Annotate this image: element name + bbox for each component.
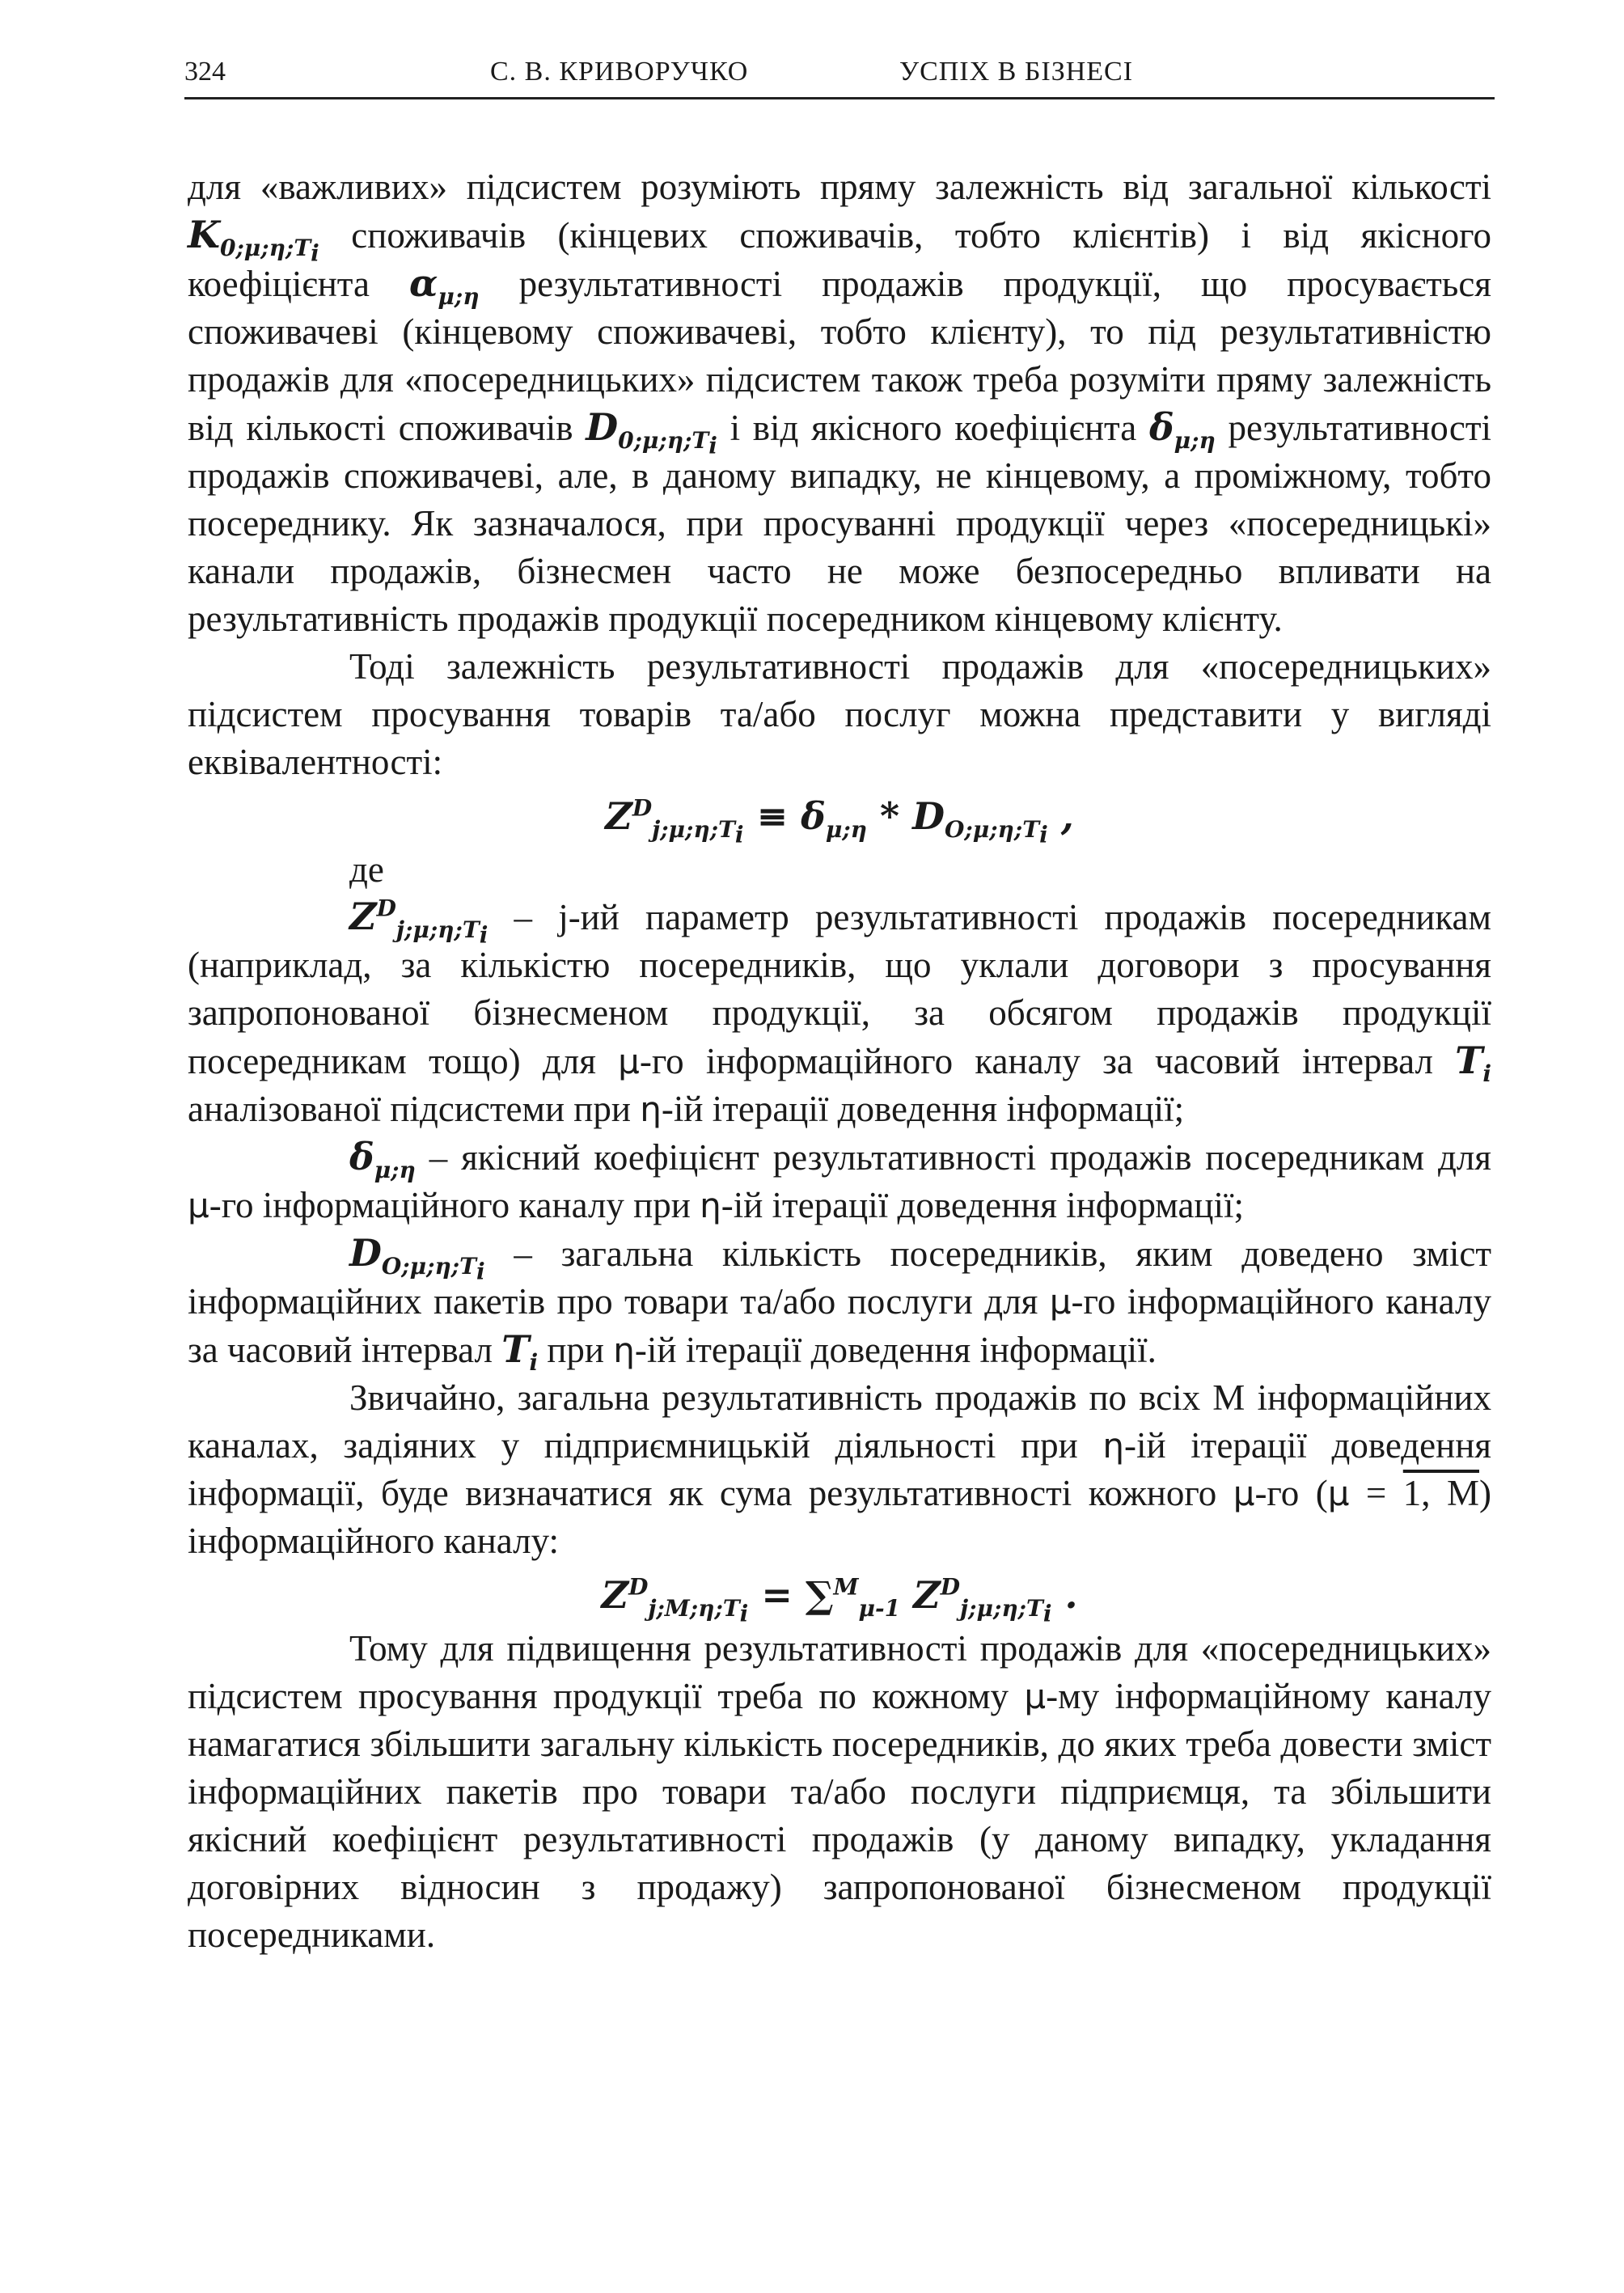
header-author: С. В. КРИВОРУЧКО (490, 57, 749, 87)
paragraph-2: Тоді залежність результативності продажів для «посередницьких» підсистем просування товарів та/або послуг можна представити у вигляді еквівалентності: (188, 646, 1491, 782)
paragraph-text: результативності продажів продукції, що просувається споживачеві (кінцевому споживачеві, тобто клієнту), то під результативністю продажів для «посередницьких» підсистем також треба розуміти пряму залежність від кількості споживачів (188, 264, 1491, 448)
header-book-title: УСПІХ В БІЗНЕСІ (899, 57, 1134, 87)
page-body (188, 163, 1491, 1959)
page-number: 324 (184, 57, 226, 87)
formula-d-consumers: $D_{0;\mu;\eta;T_i}$ (586, 405, 717, 459)
running-header (184, 57, 1495, 99)
formula-delta: $\delta_{\mu;\eta}$ (1148, 405, 1216, 455)
definition-z: $Z^D_{j;\mu;\eta;T_i} - j-ий$ параметр результативності продажів посередникам (наприклад, за кількістю посередників, що уклали договори з просування запропонованої бізнесменом продукції, за обсягом продажів продукції посередникам тощо) для μ-го інформаційного каналу за часовий інтервал $T_i$ аналізованої підсистеми при η-ій ітерації доведення інформації; (188, 895, 1491, 1129)
formula-alpha: $\alpha_{\mu;\eta}$ (408, 261, 480, 311)
definition-delta: $\delta_{\mu;\eta}$ – якісний коефіцієнт результативності продажів посередникам для μ-го інформаційного каналу при η-ій ітерації доведення інформації; (188, 1135, 1491, 1225)
paragraph-text: споживачів (кінцевих споживачів, тобто клієнтів) і від якісного коефіцієнта (188, 215, 1491, 304)
equivalence-formula: $Z^D_{j;\mu;\eta;T_i} \equiv \delta_{\mu;\eta} * D_{O;\mu;\eta;T_i}$ , (605, 794, 1074, 848)
paragraph-3: Звичайно, загальна результативність продажів по всіх М інформаційних каналах, задіяних у підприємницькій діяльності при η-ій ітерації доведення інформації, буде визначатися як сума результативності кожного μ-го (μ = 1, М) інформаційного каналу: (188, 1377, 1491, 1561)
paragraph-text: і від якісного коефіцієнта (730, 408, 1137, 448)
paragraph-text: для «важливих» підсистем розуміють пряму залежність від загальної кількості (188, 167, 1491, 207)
sum-formula: $Z^D_{j;M;\eta;T_i} = \sum^M_{\mu-1}$ $Z^D_{j;\mu;\eta;T_i}$ . (601, 1573, 1078, 1627)
paragraph-1 (188, 163, 1491, 643)
paragraph-4: Тому для підвищення результативності продажів для «посередницьких» підсистем просування продукції треба по кожному μ-му інформаційному каналу намагатися збільшити загальну кількість посередників, до яких треба довести зміст інформаційних пакетів про товари та/або послуги підприємця, та збільшити якісний коефіцієнт результативності продажів (у даному випадку, укладання договірних відносин з продажу) запропонованої бізнесменом продукції посередниками. (188, 1628, 1491, 1955)
definition-d: $D_{O;\mu;\eta;T_i}$ – загальна кількість посередників, яким доведено зміст інформаційних пакетів про товари та/або послуги для μ-го інформаційного каналу за часовий інтервал $T_i$ при η-ій ітерації доведення інформації. (188, 1231, 1491, 1377)
paragraph-text: результативності продажів споживачеві, але, в даному випадку, не кінцевому, а проміжному, тобто посереднику. Як зазначалося, при просуванні продукції через «посередницькі» канали продажів, бізнесмен часто не може безпосередньо впливати на результативність продажів продукції посередником кінцевому клієнту. (188, 408, 1492, 639)
formula-k-consumers: $K_{0;\mu;\eta;T_i}$ (188, 213, 319, 267)
where-label: де (349, 849, 384, 890)
